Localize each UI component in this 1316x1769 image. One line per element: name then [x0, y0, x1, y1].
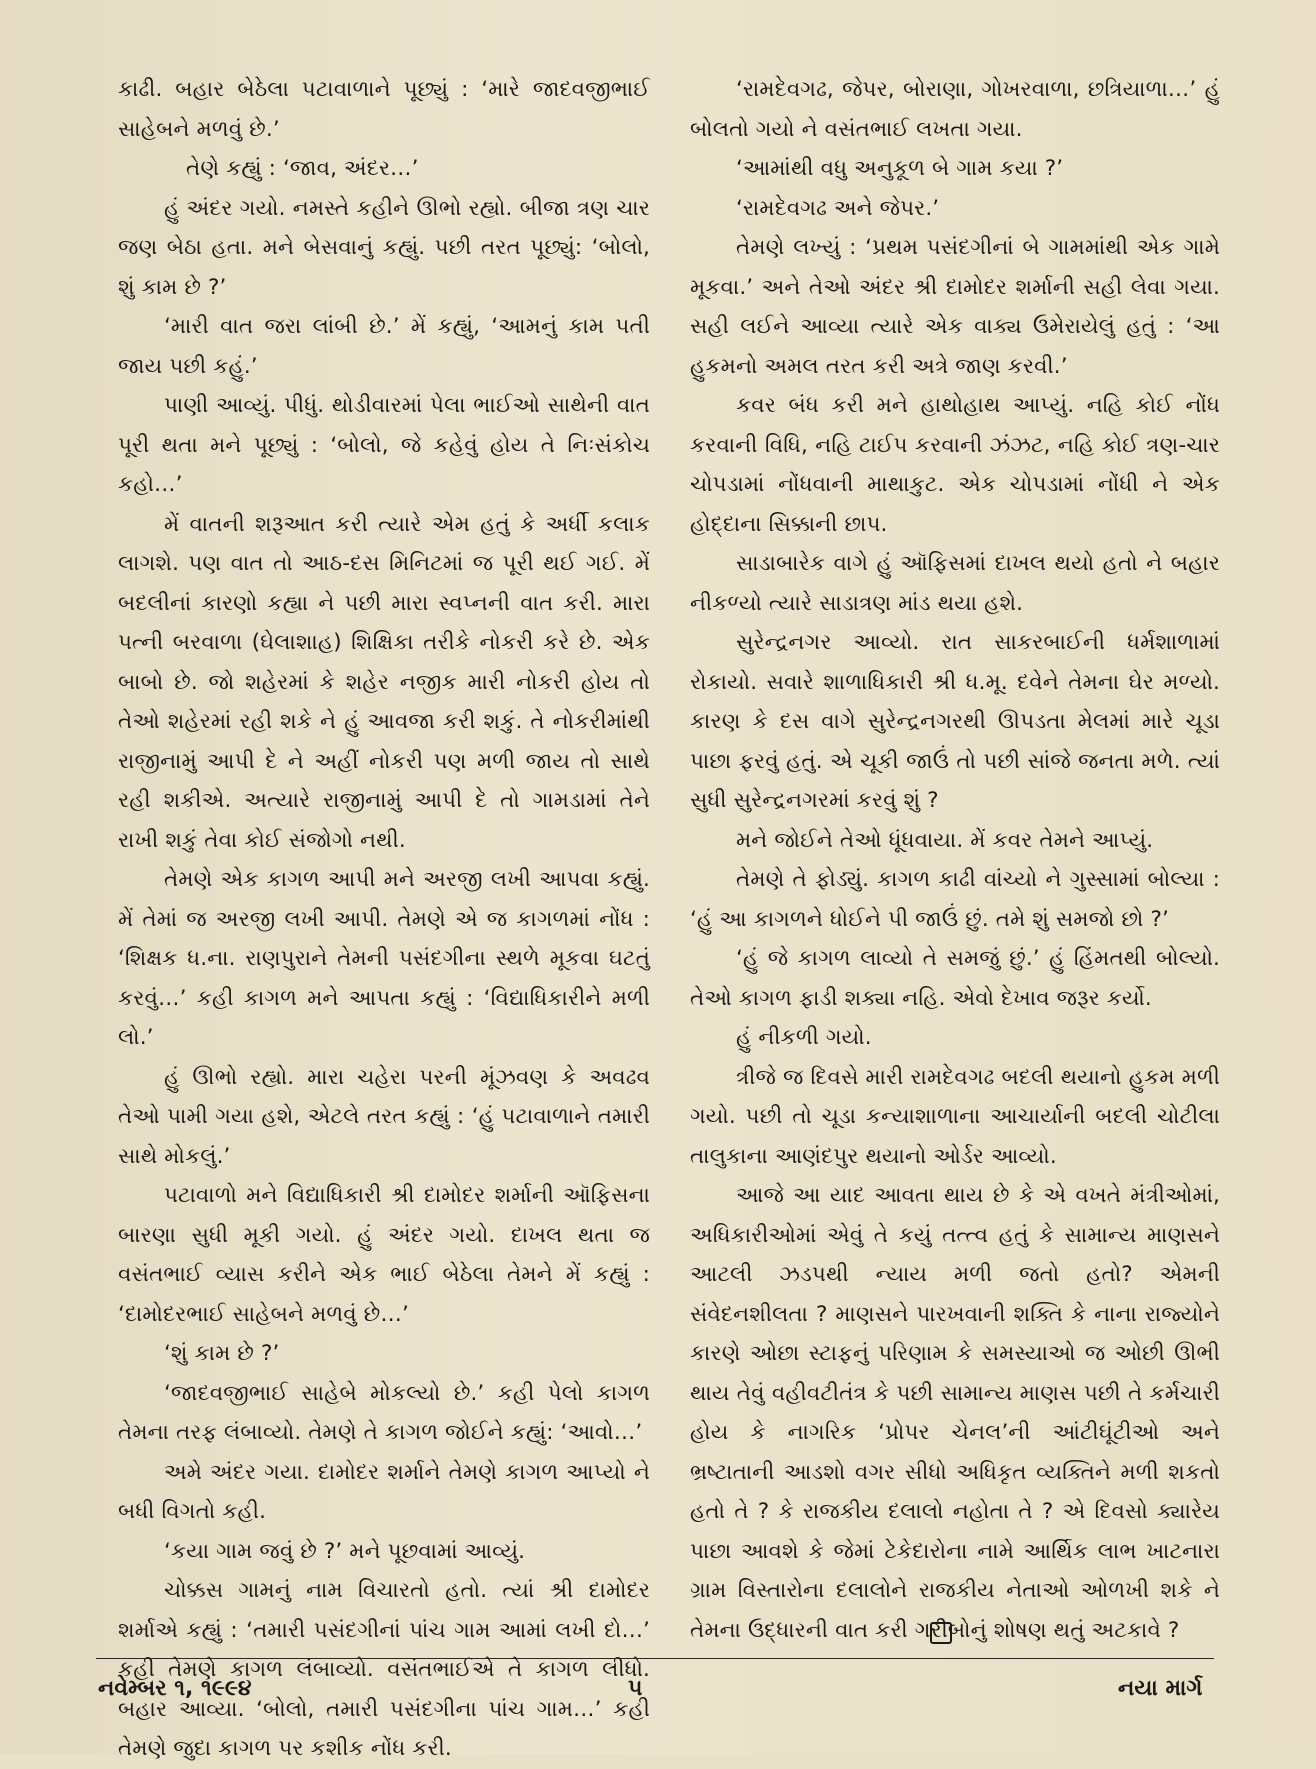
- right-column: [690, 70, 1220, 1650]
- paragraph: હું ઊભો રહ્યો. મારા ચહેરા પરની મૂંઝવણ કે અવઢવ તેઓ પામી ગયા હશે, એટલે તરત કહ્યું : ‘હું પટાવાળાને તમારી સાથે મોકલું.’: [118, 1064, 650, 1169]
- paragraph: ‘આમાંથી વધુ અનુકૂળ બે ગામ કયા ?’: [736, 156, 1064, 181]
- paragraph: મેં વાતની શરૂઆત કરી ત્યારે એમ હતું કે અર્ધી કલાક લાગશે. પણ વાત તો આઠ-દસ મિનિટમાં જ પૂરી થઈ ગઈ. મેં બદલીનાં કારણો કહ્યા ને પછી મારા સ્વપ્નની વાત કરી. મારા પત્ની બરવાળા (ઘેલાશાહ) શિક્ષિકા તરીકે નોકરી કરે છે. એક બાબો છે. જો શહેરમાં કે શહેર નજીક મારી નોકરી હોય તો તેઓ શહેરમાં રહી શકે ને હું આવજા કરી શકું. તે નોકરીમાંથી રાજીનામું આપી દે ને અહીં નોકરી પણ મળી જાય તો સાથે રહી શકીએ. અત્યારે રાજીનામું આપી દે તો ગામડામાં તેને રાખી શકું તેવા કોઈ સંજોગો નથી.: [118, 511, 650, 853]
- paragraph: પાણી આવ્યું. પીધું. થોડીવારમાં પેલા ભાઈઓ સાથેની વાત પૂરી થતા મને પૂછ્યું : ‘બોલો, જે કહેવું હોય તે નિઃસંકોચ કહો…’: [118, 393, 650, 497]
- paragraph: હું નીકળી ગયો.: [736, 1025, 872, 1050]
- left-column: [118, 70, 650, 1769]
- paragraph: હું અંદર ગયો. નમસ્તે કહીને ઊભો રહ્યો. બીજા ત્રણ ચાર જણ બેઠા હતા. મને બેસવાનું કહ્યું. પછી તરત પૂછ્યું: ‘બોલો, શું કામ છે ?’: [118, 195, 650, 300]
- page-number: ૫: [628, 1676, 643, 1701]
- paragraph: ‘કયા ગામ જવું છે ?’ મને પૂછવામાં આવ્યું.: [164, 1538, 526, 1564]
- footer-rule: [96, 1658, 1214, 1659]
- paragraph: સુરેન્દ્રનગર આવ્યો. રાત સાકરબાઈની ધર્મશાળામાં રોકાયો. સવારે શાળાધિકારી શ્રી ધ.મૂ. દવેને તેમના ઘેર મળ્યો. કારણ કે દસ વાગે સુરેન્દ્રનગરથી ઊપડતા મેલમાં મારે ચૂડા પાછા ફરવું હતું. એ ચૂકી જાઉં તો પછી સાંજે જનતા મળે. ત્યાં સુધી સુરેન્દ્રનગરમાં કરવું શું ?: [690, 630, 1220, 813]
- paragraph: ચોક્કસ ગામનું નામ વિચારતો હતો. ત્યાં શ્રી દામોદર શર્માએ કહ્યું : ‘તમારી પસંદગીનાં પાંચ ગામ આમાં લખી દો…’ કહી તેમણે કાગળ લંબાવ્યો. વસંતભાઈએ તે કાગળ લીધો. બહાર આવ્યા. ‘બોલો, તમારી પસંદગીના પાંચ ગામ…’ કહી તેમણે જુદા કાગળ પર કશીક નોંધ કરી.: [118, 1578, 650, 1761]
- paragraph: ‘રામદેવગઢ અને જેપર.’: [736, 195, 940, 221]
- paragraph: મને જોઈને તેઓ ધૂંધવાયા. મેં કવર તેમને આપ્યું.: [736, 827, 1154, 853]
- paragraph: ‘જાદવજીભાઈ સાહેબે મોકલ્યો છે.’ કહી પેલો કાગળ તેમના તરફ લંબાવ્યો. તેમણે તે કાગળ જોઈને કહ્યું: ‘આવો…’: [118, 1380, 650, 1445]
- paragraph: સાડાબારેક વાગે હું ઑફિસમાં દાખલ થયો હતો ને બહાર નીકળ્યો ત્યારે સાડાત્રણ માંડ થયા હશે.: [690, 551, 1220, 616]
- paragraph: કાઢી. બહાર બેઠેલા પટાવાળાને પૂછ્યું : ‘મારે જાદવજીભાઈ સાહેબને મળવું છે.’: [118, 77, 650, 142]
- paragraph: પટાવાળો મને વિદ્યાધિકારી શ્રી દામોદર શર્માની ઑફિસના બારણા સુધી મૂકી ગયો. હું અંદર ગયો. દાખલ થતા જ વસંતભાઈ વ્યાસ કરીને એક ભાઈ બેઠેલા તેમને મેં કહ્યું : ‘દામોદરભાઈ સાહેબને મળવું છે…’: [118, 1183, 650, 1327]
- paragraph: તેમણે તે ફોડ્યું. કાગળ કાઢી વાંચ્યો ને ગુસ્સામાં બોલ્યા : ‘હું આ કાગળને ધોઈને પી જાઉં છું. તમે શું સમજો છો ?’: [690, 867, 1220, 932]
- paragraph: ‘હું જે કાગળ લાવ્યો તે સમજું છું.’ હું હિંમતથી બોલ્યો. તેઓ કાગળ ફાડી શક્યા નહિ. એવો દેખાવ જરૂર કર્યો.: [690, 946, 1220, 1011]
- article-end-square-icon: [930, 1622, 952, 1644]
- paragraph: ત્રીજે જ દિવસે મારી રામદેવગઢ બદલી થયાનો હુકમ મળી ગયો. પછી તો ચૂડા કન્યાશાળાના આચાર્યાની બદલી ચોટીલા તાલુકાના આણંદપુર થયાનો ઓર્ડર આવ્યો.: [690, 1064, 1220, 1169]
- paragraph: ‘શું કામ છે ?’: [164, 1341, 280, 1366]
- paragraph: તેમણે લખ્યું : ‘પ્રથમ પસંદગીનાં બે ગામમાંથી એક ગામે મૂકવા.’ અને તેઓ અંદર શ્રી દામોદર શર્માની સહી લેવા ગયા. સહી લઈને આવ્યા ત્યારે એક વાક્ય ઉમેરાયેલું હતું : ‘આ હુકમનો અમલ તરત કરી અત્રે જાણ કરવી.’: [690, 235, 1220, 379]
- paragraph: આજે આ યાદ આવતા થાય છે કે એ વખતે મંત્રીઓમાં, અધિકારીઓમાં એવું તે કયું તત્ત્વ હતું કે સામાન્ય માણસને આટલી ઝડપથી ન્યાય મળી જતો હતો? એમની સંવેદનશીલતા ? માણસને પારખવાની શક્તિ કે નાના રાજ્યોને કારણે ઓછા સ્ટાફનું પરિણામ કે સમસ્યાઓ જ ઓછી ઊભી થાય તેવું વહીવટીતંત્ર કે પછી સામાન્ય માણસ પછી તે કર્મચારી હોય કે નાગરિક ‘પ્રોપર ચેનલ’ની આંટીઘૂંટીઓ અને ભ્રષ્ટાતાની આડશો વગર સીધો અધિકૃત વ્યક્તિને મળી શકતો હતો તે ? કે રાજકીય દલાલો નહોતા તે ? એ દિવસો ક્યારેય પાછા આવશે કે જેમાં ટેકેદારોના નામે આર્થિક લાભ ખાટનારા ગ્રામ વિસ્તારોના દલાલોને રાજકીય નેતાઓ ઓળખી શકે ને તેમના ઉદ્ધારની વાત કરી ગરીબોનું શોષણ થતું અટકાવે ?: [690, 1183, 1220, 1643]
- paragraph: ‘રામદેવગઢ, જેપર, બોરાણા, ગોખરવાળા, છત્રિયાળા…’ હું બોલતો ગયો ને વસંતભાઈ લખતા ગયા.: [690, 77, 1220, 142]
- paragraph: તેણે કહ્યું : ‘જાવ, અંદર…’: [186, 156, 419, 181]
- magazine-name: નયા માર્ગ: [1118, 1676, 1203, 1701]
- paragraph: કવર બંધ કરી મને હાથોહાથ આપ્યું. નહિ કોઈ નોંધ કરવાની વિધિ, નહિ ટાઈપ કરવાની ઝંઝટ, નહિ કોઈ ત્રણ-ચાર ચોપડામાં નોંધવાની માથાકુટ. એક ચોપડામાં નોંધી ને એક હોદ્દાના સિક્કાની છાપ.: [690, 393, 1220, 537]
- footer-date: નવેમ્બર ૧, ૧૯૯૪: [98, 1676, 252, 1701]
- paragraph: તેમણે એક કાગળ આપી મને અરજી લખી આપવા કહ્યું. મેં તેમાં જ અરજી લખી આપી. તેમણે એ જ કાગળમાં નોંધ : ‘શિક્ષક ધ.ના. રાણપુરાને તેમની પસંદગીના સ્થળે મૂકવા ઘટતું કરવું…’ કહી કાગળ મને આપતા કહ્યું : ‘વિદ્યાધિકારીને મળી લો.’: [118, 867, 650, 1050]
- paragraph: અમે અંદર ગયા. દામોદર શર્માને તેમણે કાગળ આપ્યો ને બધી વિગતો કહી.: [118, 1459, 650, 1524]
- paragraph: ‘મારી વાત જરા લાંબી છે.’ મેં કહ્યું, ‘આમનું કામ પતી જાય પછી કહું.’: [118, 314, 650, 379]
